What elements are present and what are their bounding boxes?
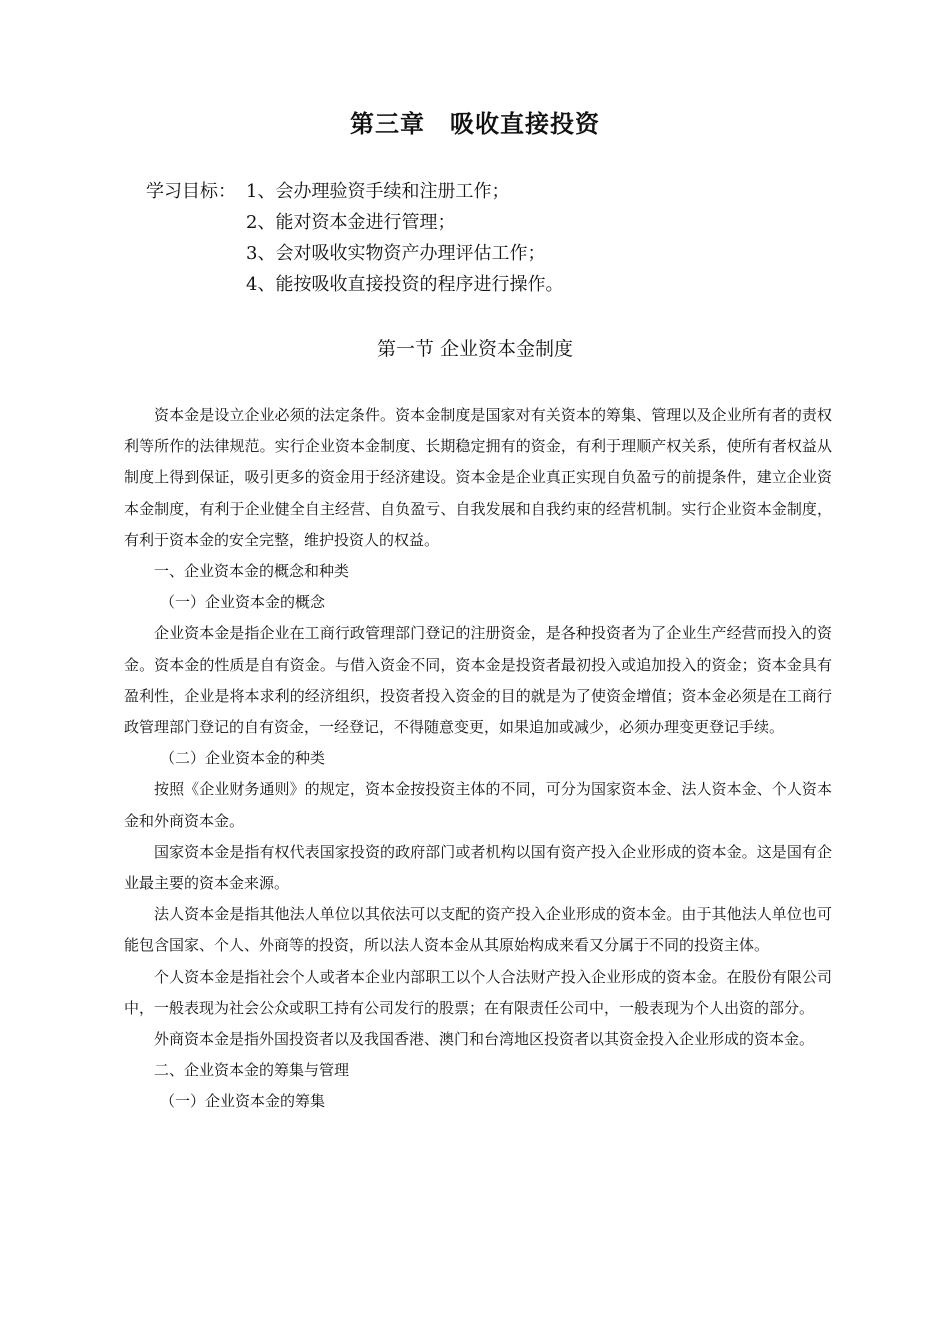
paragraph: 国家资本金是指有权代表国家投资的政府部门或者机构以国有资产投入企业形成的资本金。这是国有企业最主要的资本金来源。: [124, 842, 832, 893]
objective-row: [146, 269, 563, 300]
objectives-label: 学习目标：: [146, 181, 236, 202]
objective-item: 1、会办理验资手续和注册工作；: [246, 181, 510, 202]
paragraph: 法人资本金是指其他法人单位以其依法可以支配的资产投入企业形成的资本金。由于其他法人单位也可能包含国家、个人、外商等的投资，所以法人资本金从其原始构成来看又分属于不同的投资主体。: [124, 905, 832, 955]
objective-row: [146, 238, 563, 269]
paragraph: 按照《企业财务通则》的规定，资本金按投资主体的不同，可分为国家资本金、法人资本金、个人资本金和外商资本金。: [124, 780, 832, 830]
paragraph: 企业资本金是指企业在工商行政管理部门登记的注册资金，是各种投资者为了企业生产经营而投入的资金。资本金的性质是自有资金。与借入资金不同，资本金是投资者最初投入或追加投入的资金；资本金具有盈利性，企业是将本求利的经济组织，投资者投入资金的目的就是为了使资金增值；资本金必须是在工商行政管理部门登记的自有资金，一经登记，不得随意变更，如果追加或减少，必须办理变更登记手续。: [124, 624, 832, 737]
heading: 一、企业资本金的概念和种类: [154, 562, 350, 581]
objective-row: [146, 176, 563, 207]
learning-objectives: [146, 176, 563, 300]
subheading: （二）企业资本金的种类: [160, 749, 326, 768]
objective-item: 4、能按吸收直接投资的程序进行操作。: [246, 274, 564, 295]
body-text: [124, 400, 832, 1118]
paragraph: 个人资本金是指社会个人或者本企业内部职工以个人合法财产投入企业形成的资本金。在股份有限公司中，一般表现为社会公众或职工持有公司发行的股票；在有限责任公司中，一般表现为个人出资的部分。: [124, 967, 832, 1017]
subheading: （一）企业资本金的筹集: [160, 1092, 326, 1111]
heading: 二、企业资本金的筹集与管理: [154, 1061, 350, 1080]
section-title: 第一节 企业资本金制度: [376, 338, 574, 360]
objective-item: 2、能对资本金进行管理；: [246, 212, 456, 233]
paragraph: 外商资本金是指外国投资者以及我国香港、澳门和台湾地区投资者以其资金投入企业形成的资本金。: [154, 1030, 815, 1049]
objective-row: [146, 207, 563, 238]
chapter-title: 第三章 吸收直接投资: [350, 110, 600, 138]
paragraph: 资本金是设立企业必须的法定条件。资本金制度是国家对有关资本的筹集、管理以及企业所有者的责权利等所作的法律规范。实行企业资本金制度、长期稳定拥有的资金，有利于理顺产权关系，使所有者权益从制度上得到保证，吸引更多的资金用于经济建设。资本金是企业真正实现自负盈亏的前提条件，建立企业资本金制度，有利于企业健全自主经营、自负盈亏、自我发展和自我约束的经营机制。实行企业资本金制度，有利于资本金的安全完整，维护投资人的权益。: [124, 406, 832, 549]
subheading: （一）企业资本金的概念: [160, 593, 326, 612]
objective-item: 3、会对吸收实物资产办理评估工作；: [246, 243, 546, 264]
